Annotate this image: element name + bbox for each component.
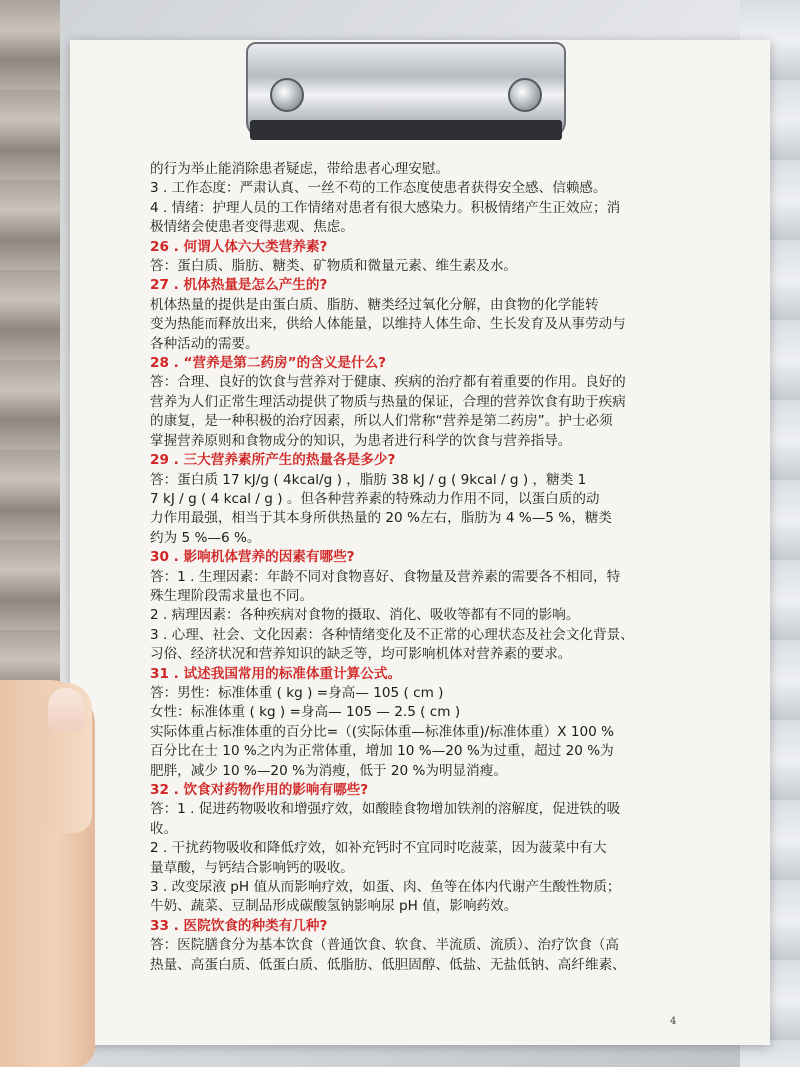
text-line: 机体热量的提供是由蛋白质、脂肪、糖类经过氧化分解，由食物的化学能转 xyxy=(150,296,599,313)
text-line: 答：蛋白质、脂肪、糖类、矿物质和微量元素、维生素及水。 xyxy=(150,258,518,275)
text-line: 牛奶、蔬菜、豆制品形成碳酸氢钠影响尿 pH 值，影响药效。 xyxy=(150,898,518,915)
text-line: 实际体重占标准体重的百分比=（(实际体重—标准体重)/标准体重）X 100 % xyxy=(150,723,615,740)
text-line: 收。 xyxy=(150,820,178,837)
text-line: 的行为举止能消除患者疑虑，带给患者心理安慰。 xyxy=(150,161,450,177)
text-line: 力作用最强，相当于其本身所供热量的 20 %左右，脂肪为 4 %—5 %，糖类 xyxy=(150,510,612,527)
question-heading: 27 . 机体热量是怎么产生的? xyxy=(150,277,328,294)
text-line: 变为热能而释放出来，供给人体能量，以维持人体生命、生长发育及从事劳动与 xyxy=(150,316,626,333)
question-heading: 30 . 影响机体营养的因素有哪些? xyxy=(150,549,355,566)
text-line: 量草酸，与钙结合影响钙的吸收。 xyxy=(150,859,354,876)
text-line: 百分比在士 10 %之内为正常体重，增加 10 %—20 %为过重，超过 20 %为 xyxy=(150,743,614,760)
text-line: 3 . 改变尿液 pH 值从而影响疗效，如蛋、肉、鱼等在体内代谢产生酸性物质； xyxy=(150,879,621,896)
page-number: 4 xyxy=(670,1016,677,1027)
text-line: 女性：标准体重 ( kg ) =身高— 105 — 2.5 ( cm ) xyxy=(150,704,461,721)
text-line: 3 . 工作态度：严肃认真、一丝不苟的工作态度使患者获得安全感、信赖感。 xyxy=(150,180,607,197)
text-line: 答：合理、良好的饮食与营养对于健康、疾病的治疗都有着重要的作用。良好的 xyxy=(150,374,626,391)
rivet-icon xyxy=(508,78,542,112)
question-heading: 28 . “营养是第二药房”的含义是什么? xyxy=(150,355,387,372)
rivet-icon xyxy=(270,78,304,112)
text-line: 4 . 情绪：护理人员的工作情绪对患者有很大感染力。积极情绪产生正效应；消 xyxy=(150,199,621,216)
text-line: 7 kJ / g ( 4 kcal / g ) 。但各种营养素的特殊动力作用不同，以蛋白质的动 xyxy=(150,490,600,507)
question-heading: 32 . 饮食对药物作用的影响有哪些? xyxy=(150,782,369,798)
text-line: 营养为人们正常生理活动提供了物质与热量的保证，合理的营养饮食有助于疾病 xyxy=(150,393,626,410)
text-line: 答：医院膳食分为基本饮食（普通饮食、软食、半流质、流质）、治疗饮食（高 xyxy=(150,937,619,954)
text-line: 答：1 . 生理因素：年龄不同对食物喜好、食物量及营养素的需要各不相同，特 xyxy=(150,568,621,585)
text-line: 各种活动的需要。 xyxy=(150,335,259,352)
text-line: 答：1 . 促进药物吸收和增强疗效，如酸睦食物增加铁剂的溶解度，促进铁的吸 xyxy=(150,801,621,818)
text-line: 的康复，是一种积极的治疗因素，所以人们常称“营养是第二药房”。护士必须 xyxy=(150,413,613,430)
text-line: 约为 5 %—6 %。 xyxy=(150,529,261,546)
text-line: 殊生理阶段需求量也不同。 xyxy=(150,587,314,604)
text-line: 掌握营养原则和食物成分的知识，为患者进行科学的饮食与营养指导。 xyxy=(150,432,572,449)
text-line: 肥胖，减少 10 %—20 %为消瘦，低于 20 %为明显消瘦。 xyxy=(150,762,507,779)
question-heading: 31 . 试述我国常用的标准体重计算公式。 xyxy=(150,665,402,682)
thumbnail-nail xyxy=(48,688,84,732)
document-body xyxy=(150,160,685,975)
text-line: 答：蛋白质 17 kJ/g ( 4kcal/g ) ，脂肪 38 kJ / g ( 9kcal / g ) ，糖类 1 xyxy=(150,471,587,488)
clipboard-clip-base xyxy=(250,120,562,140)
question-heading: 33 . 医院饮食的种类有几种? xyxy=(150,917,328,934)
text-line: 3 . 心理、社会、文化因素：各种情绪变化及不正常的心理状态及社会文化背景、 xyxy=(150,626,634,643)
text-line: 极情绪会使患者变得悲观、焦虑。 xyxy=(150,219,354,236)
text-line: 2 . 病理因素：各种疾病对食物的摄取、消化、吸收等都有不同的影响。 xyxy=(150,607,580,624)
question-heading: 29 . 三大营养素所产生的热量各是多少? xyxy=(150,452,396,469)
question-heading: 26 . 何谓人体六大类营养素? xyxy=(150,238,328,255)
text-line: 答：男性：标准体重 ( kg ) =身高— 105 ( cm ) xyxy=(150,684,444,701)
text-line: 习俗、经济状况和营养知识的缺乏等，均可影响机体对营养素的要求。 xyxy=(150,646,572,663)
text-line: 热量、高蛋白质、低蛋白质、低脂肪、低胆固醇、低盐、无盐低钠、高纤维素、 xyxy=(150,956,626,973)
text-line: 2 . 干扰药物吸收和降低疗效，如补充钙时不宜同时吃菠菜，因为菠菜中有大 xyxy=(150,840,607,857)
